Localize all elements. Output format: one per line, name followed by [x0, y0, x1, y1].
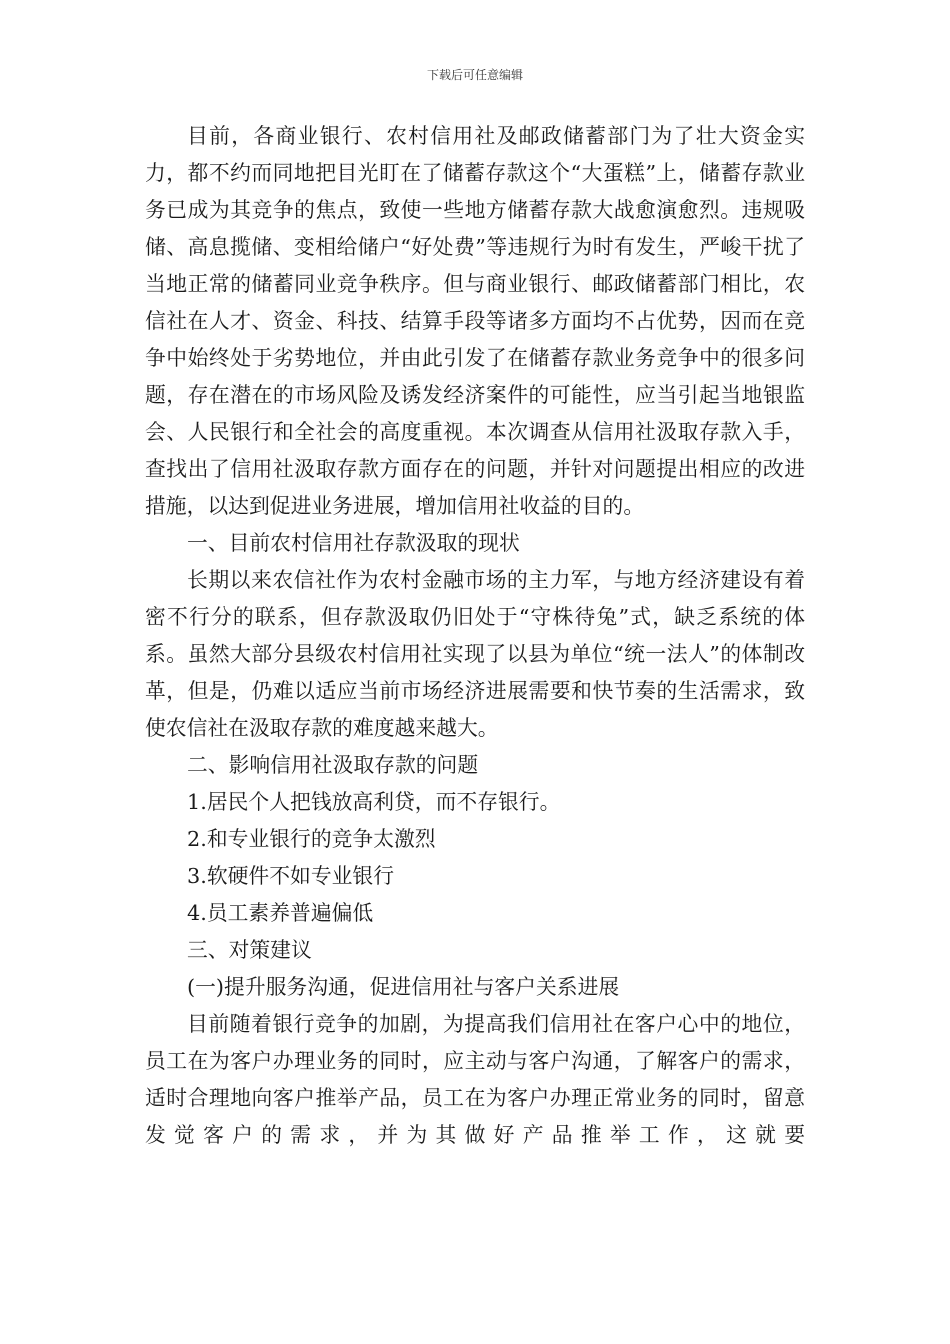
document-body: [145, 118, 805, 1154]
subsection-heading-1: (一)提升服务沟通，促进信用社与客户关系进展: [187, 975, 620, 999]
list-item-4: 4.员工素养普遍偏低: [187, 901, 374, 925]
section-heading-1: 一、目前农村信用社存款汲取的现状: [187, 531, 520, 555]
body-paragraph-status: 长期以来农信社作为农村金融市场的主力军，与地方经济建设有着密不行分的联系，但存款汲取仍旧处于“守株待兔”式，缺乏系统的体系。虽然大部分县级农村信用社实现了以县为单位“统一法人”的体制改革，但是，仍难以适应当前市场经济进展需要和快节奏的生活需求，致使农信社在汲取存款的难度越来越大。: [145, 568, 805, 740]
list-item-1: 1.居民个人把钱放高利贷，而不存银行。: [187, 790, 561, 814]
body-paragraph-service: 目前随着银行竞争的加剧，为提高我们信用社在客户心中的地位，员工在为客户办理业务的同时，应主动与客户沟通，了解客户的需求，适时合理地向客户推举产品，员工在为客户办理正常业务的同时，留意发觉客户的需求，并为其做好产品推举工作，这就要: [145, 1012, 805, 1147]
section-heading-3: 三、对策建议: [187, 938, 312, 962]
list-item-2: 2.和专业银行的竞争太激烈: [187, 827, 436, 851]
section-heading-2: 二、影响信用社汲取存款的问题: [187, 753, 479, 777]
body-paragraph-intro: 目前，各商业银行、农村信用社及邮政储蓄部门为了壮大资金实力，都不约而同地把目光盯在了储蓄存款这个“大蛋糕”上，储蓄存款业务已成为其竞争的焦点，致使一些地方储蓄存款大战愈演愈烈。违规吸储、高息揽储、变相给储户“好处费”等违规行为时有发生，严峻干扰了当地正常的储蓄同业竞争秩序。但与商业银行、邮政储蓄部门相比，农信社在人才、资金、科技、结算手段等诸多方面均不占优势，因而在竞争中始终处于劣势地位，并由此引发了在储蓄存款业务竞争中的很多问题，存在潜在的市场风险及诱发经济案件的可能性，应当引起当地银监会、人民银行和全社会的高度重视。本次调查从信用社汲取存款入手，查找出了信用社汲取存款方面存在的问题，并针对问题提出相应的改进措施，以达到促进业务进展，增加信用社收益的目的。: [145, 124, 805, 518]
page-header: 下载后可任意编辑: [426, 68, 523, 82]
list-item-3: 3.软硬件不如专业银行: [187, 864, 395, 888]
